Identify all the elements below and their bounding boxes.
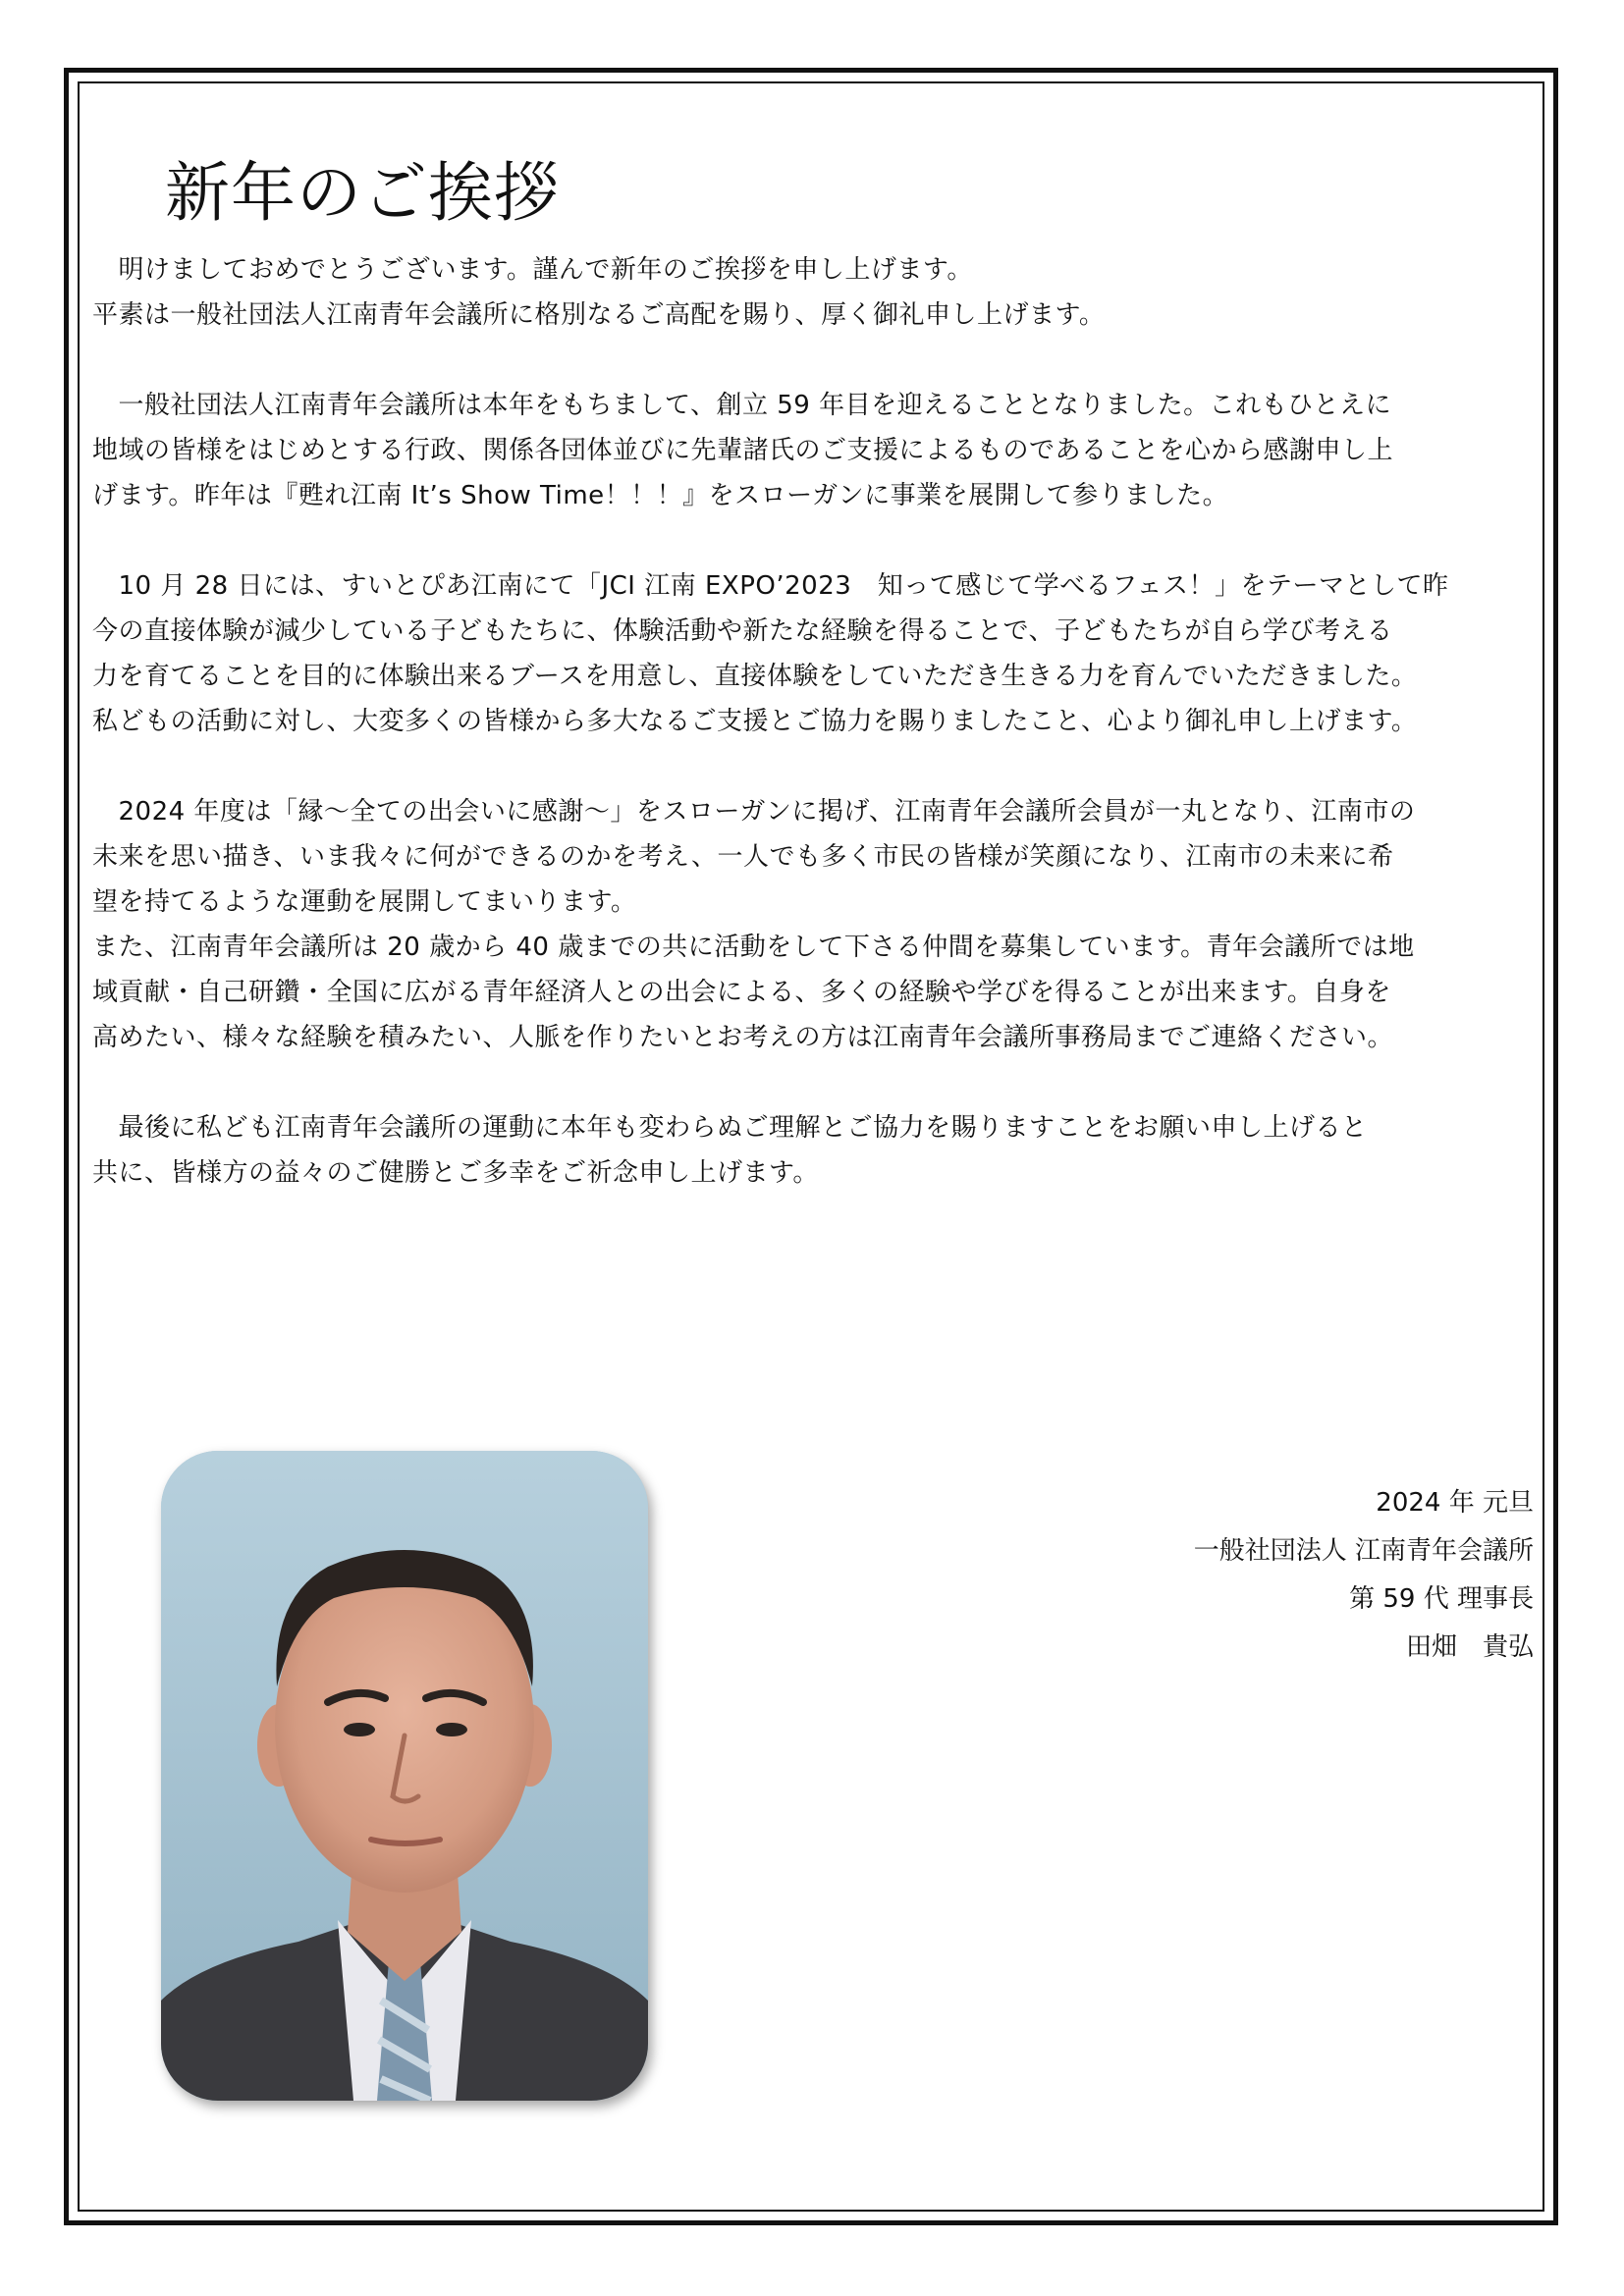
paragraph-gap	[92, 338, 1536, 383]
paragraph-3	[92, 563, 1536, 744]
paragraph-gap	[92, 1060, 1536, 1105]
page-title: 新年のご挨拶	[165, 155, 560, 231]
text-line: 今の直接体験が減少している子どもたちに、体験活動や新たな経験を得ることで、子どもたちが自ら学び考える	[92, 616, 1393, 646]
paragraph-1	[92, 247, 1536, 338]
text-line: 2024 年度は「縁～全ての出会いに感謝～」をスローガンに掲げ、江南青年会議所会員が一丸となり、江南市の	[92, 797, 1416, 827]
signature-position: 第 59 代 理事長	[1349, 1584, 1534, 1614]
text-line: 望を持てるような運動を展開してまいります。	[92, 887, 637, 917]
chairman-portrait-photo	[161, 1451, 648, 2101]
text-line: また、江南青年会議所は 20 歳から 40 歳までの共に活動をして下さる仲間を募集しています。青年会議所では地	[92, 933, 1415, 962]
signature-organization: 一般社団法人 江南青年会議所	[1193, 1536, 1534, 1566]
text-line: 一般社団法人江南青年会議所は本年をもちまして、創立 59 年目を迎えることとなりました。これもひとえに	[92, 391, 1392, 420]
paragraph-4	[92, 789, 1536, 1060]
text-line: げます。昨年は『甦れ江南 It’s Show Time！！！』をスローガンに事業を展開して参りました。	[92, 481, 1229, 510]
greeting-body	[92, 247, 1536, 1196]
paragraph-5	[92, 1105, 1536, 1196]
text-line: 域貢献・自己研鑽・全国に広がる青年経済人との出会による、多くの経験や学びを得ることが出来ます。自身を	[92, 978, 1391, 1007]
text-line: 平素は一般社団法人江南青年会議所に格別なるご高配を賜り、厚く御礼申し上げます。	[92, 300, 1106, 330]
text-line: 最後に私ども江南青年会議所の運動に本年も変わらぬご理解とご協力を賜りますことをお願い申し上げると	[92, 1113, 1368, 1143]
text-line: 明けましておめでとうございます。謹んで新年のご挨拶を申し上げます。	[92, 255, 973, 285]
text-line: 共に、皆様方の益々のご健勝とご多幸をご祈念申し上げます。	[92, 1158, 819, 1188]
signature-block	[982, 1479, 1534, 1672]
text-line: 私どもの活動に対し、大変多くの皆様から多大なるご支援とご協力を賜りましたこと、心より御礼申し上げます。	[92, 707, 1418, 736]
signature-date: 2024 年 元旦	[1376, 1488, 1534, 1518]
paragraph-gap	[92, 744, 1536, 789]
text-line: 力を育てることを目的に体験出来るブースを用意し、直接体験をしていただき生きる力を育んでいただきました。	[92, 662, 1418, 691]
text-line: 10 月 28 日には、すいとぴあ江南にて「JCI 江南 EXPO’2023 知って感じて学べるフェス！」をテーマとして昨	[92, 571, 1449, 601]
paragraph-2	[92, 383, 1536, 518]
portrait-illustration	[161, 1451, 648, 2101]
signature-name: 田畑 貴弘	[1405, 1632, 1534, 1662]
text-line: 未来を思い描き、いま我々に何ができるのかを考え、一人でも多く市民の皆様が笑顔になり、江南市の未来に希	[92, 842, 1394, 872]
paragraph-gap	[92, 518, 1536, 563]
text-line: 地域の皆様をはじめとする行政、関係各団体並びに先輩諸氏のご支援によるものであることを心から感謝申し上	[92, 436, 1394, 465]
text-line: 高めたい、様々な経験を積みたい、人脈を作りたいとお考えの方は江南青年会議所事務局までご連絡ください。	[92, 1023, 1394, 1052]
